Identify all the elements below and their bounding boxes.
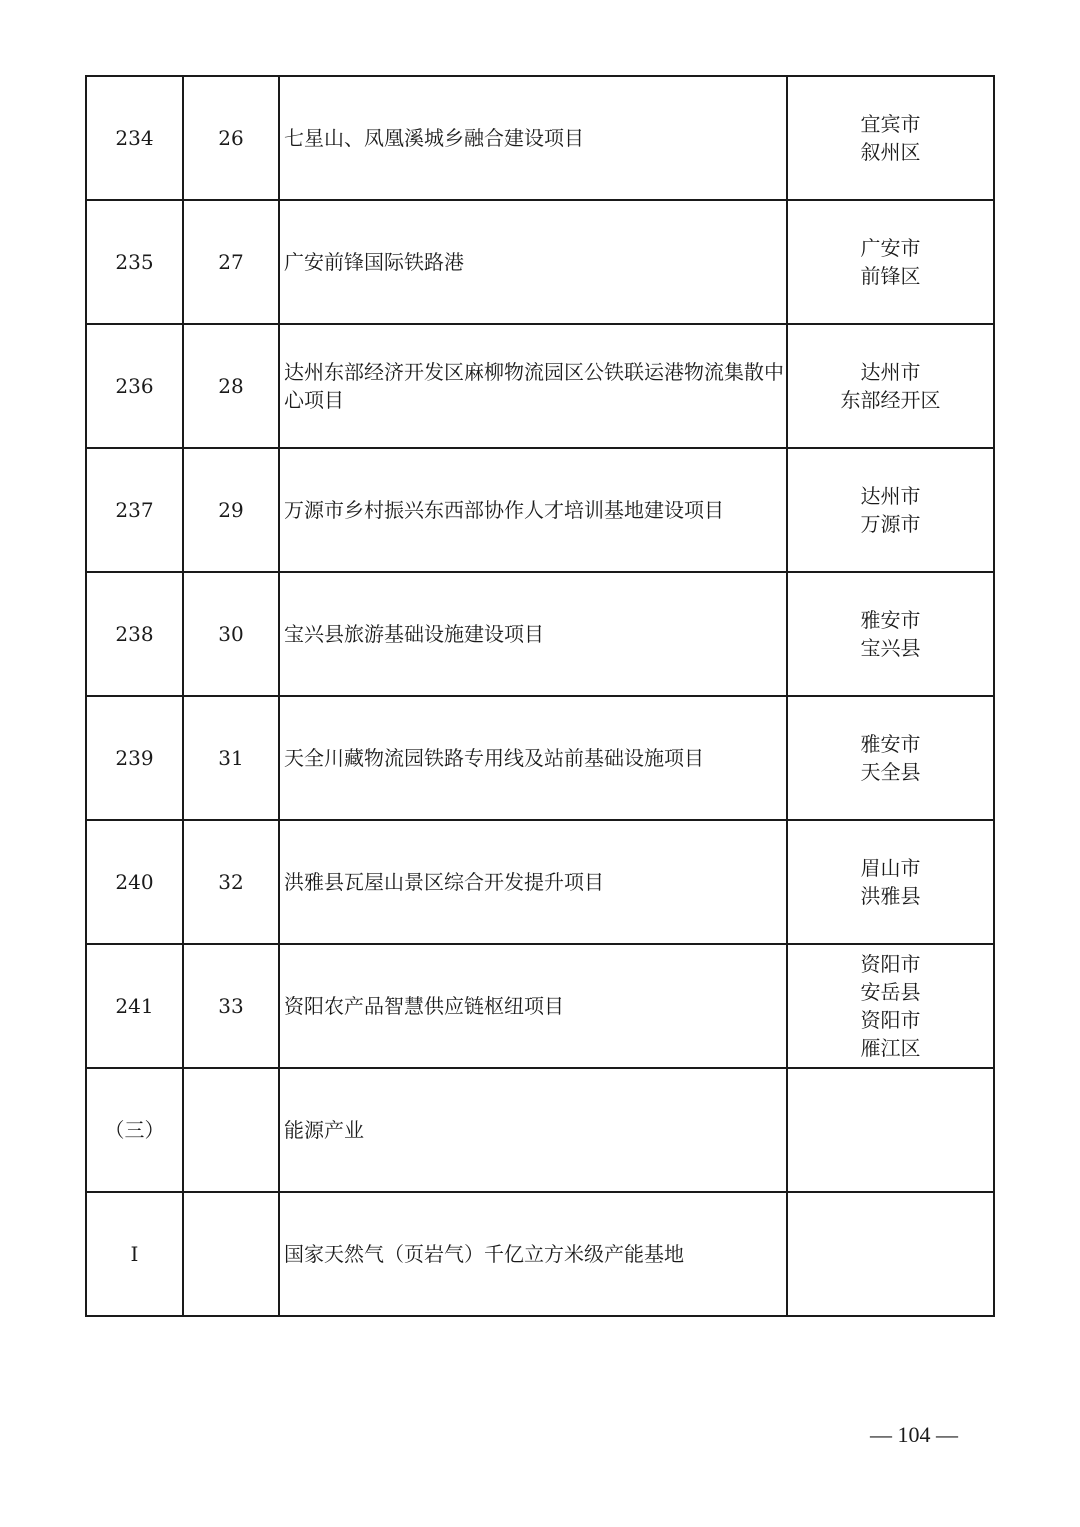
sub-number: 26	[183, 76, 279, 200]
sub-number: 30	[183, 572, 279, 696]
section-row	[86, 1192, 994, 1316]
location-line: 眉山市	[860, 856, 921, 880]
page-number: — 104 —	[870, 1422, 958, 1447]
table-row	[86, 820, 994, 944]
table-row	[86, 200, 994, 324]
row-number: 235	[86, 200, 183, 324]
sub-number: 29	[183, 448, 279, 572]
location-line: 达州市	[860, 360, 921, 384]
sub-number	[183, 1192, 279, 1316]
section-number: （三）	[86, 1068, 183, 1192]
location-line: 叙州区	[860, 140, 921, 164]
project-location	[787, 820, 994, 944]
location-line: 广安市	[860, 236, 921, 260]
project-location	[787, 572, 994, 696]
row-number: 239	[86, 696, 183, 820]
location-line: 达州市	[860, 484, 921, 508]
table-row	[86, 324, 994, 448]
location-line: 万源市	[860, 512, 921, 536]
row-number: 240	[86, 820, 183, 944]
sub-number: 32	[183, 820, 279, 944]
location-line: 雅安市	[860, 732, 921, 756]
section-title: 国家天然气（页岩气）千亿立方米级产能基地	[279, 1192, 787, 1316]
location-line: 天全县	[860, 760, 921, 784]
project-name: 洪雅县瓦屋山景区综合开发提升项目	[279, 820, 787, 944]
table-row	[86, 572, 994, 696]
sub-number: 27	[183, 200, 279, 324]
location-line: 东部经开区	[840, 388, 941, 412]
location-line: 安岳县	[860, 980, 921, 1004]
row-number: 237	[86, 448, 183, 572]
project-location	[787, 448, 994, 572]
project-table	[85, 75, 995, 1317]
table-row	[86, 944, 994, 1068]
project-name: 七星山、凤凰溪城乡融合建设项目	[279, 76, 787, 200]
sub-number	[183, 1068, 279, 1192]
location-line: 宜宾市	[860, 112, 921, 136]
section-title: 能源产业	[279, 1068, 787, 1192]
project-name: 天全川藏物流园铁路专用线及站前基础设施项目	[279, 696, 787, 820]
section-number: Ⅰ	[86, 1192, 183, 1316]
table-row	[86, 76, 994, 200]
row-number: 234	[86, 76, 183, 200]
project-location	[787, 324, 994, 448]
location-line: 雁江区	[860, 1036, 921, 1060]
project-name: 达州东部经济开发区麻柳物流园区公铁联运港物流集散中心项目	[279, 324, 787, 448]
location-line: 资阳市	[860, 952, 921, 976]
project-name: 广安前锋国际铁路港	[279, 200, 787, 324]
project-location	[787, 76, 994, 200]
table-row	[86, 696, 994, 820]
sub-number: 31	[183, 696, 279, 820]
location-line: 前锋区	[860, 264, 921, 288]
row-number: 236	[86, 324, 183, 448]
location-line: 洪雅县	[860, 884, 921, 908]
project-location	[787, 200, 994, 324]
project-name: 宝兴县旅游基础设施建设项目	[279, 572, 787, 696]
project-location	[787, 944, 994, 1068]
section-row	[86, 1068, 994, 1192]
row-number: 238	[86, 572, 183, 696]
location-line: 宝兴县	[860, 636, 921, 660]
row-number: 241	[86, 944, 183, 1068]
project-location	[787, 1192, 994, 1316]
project-location	[787, 696, 994, 820]
table-row	[86, 448, 994, 572]
sub-number: 28	[183, 324, 279, 448]
location-line: 资阳市	[860, 1008, 921, 1032]
project-name: 资阳农产品智慧供应链枢纽项目	[279, 944, 787, 1068]
project-name: 万源市乡村振兴东西部协作人才培训基地建设项目	[279, 448, 787, 572]
project-location	[787, 1068, 994, 1192]
location-line: 雅安市	[860, 608, 921, 632]
sub-number: 33	[183, 944, 279, 1068]
